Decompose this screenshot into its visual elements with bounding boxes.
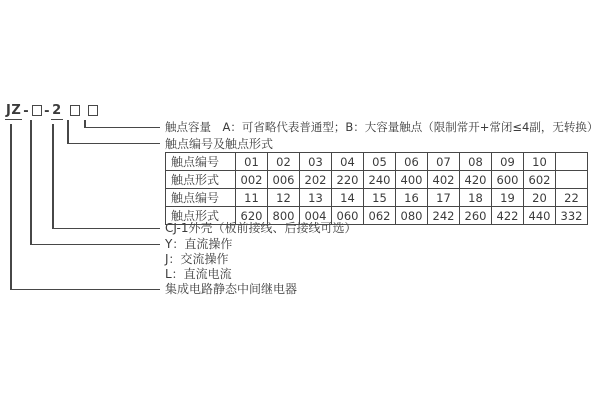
operation-type-box	[32, 105, 42, 116]
row-header: 触点形式	[166, 207, 236, 225]
table-cell: 02	[268, 153, 300, 171]
table-cell: 04	[332, 153, 364, 171]
table-cell: 10	[524, 153, 556, 171]
table-cell: 220	[332, 171, 364, 189]
table-row	[166, 171, 588, 189]
table-cell: 440	[524, 207, 556, 225]
table-cell: 420	[460, 171, 492, 189]
table-cell: 080	[396, 207, 428, 225]
table-cell: 13	[300, 189, 332, 207]
table-cell: 242	[428, 207, 460, 225]
table-cell: 07	[428, 153, 460, 171]
capacity-code-box	[88, 105, 98, 116]
capacity-annotation: 触点容量 A：可省略代表普通型；B：大容量触点（限制常开+常闭≤4副，无转换）	[165, 120, 599, 134]
dc-operation-annotation: Y：直流操作	[165, 237, 233, 251]
table-cell: 422	[492, 207, 524, 225]
leader-enclosure-vertical	[52, 124, 54, 229]
table-cell: 600	[492, 171, 524, 189]
table-cell	[556, 153, 588, 171]
dash: -	[23, 104, 30, 119]
table-cell: 602	[524, 171, 556, 189]
table-cell: 402	[428, 171, 460, 189]
model-prefix: JZ	[6, 103, 22, 118]
table-cell: 202	[300, 171, 332, 189]
contact-table	[165, 152, 588, 225]
table-cell: 01	[236, 153, 268, 171]
leader-capacity-horizontal	[84, 127, 160, 129]
row-header: 触点形式	[166, 171, 236, 189]
table-cell: 06	[396, 153, 428, 171]
table-cell: 800	[268, 207, 300, 225]
leader-relay-vertical	[10, 124, 12, 290]
ac-operation-annotation: J：交流操作	[165, 252, 229, 266]
row-header: 触点编号	[166, 153, 236, 171]
table-cell: 18	[460, 189, 492, 207]
table-cell: 006	[268, 171, 300, 189]
enclosure-annotation: CJ-1外壳（板前接线、后接线可选）	[165, 221, 357, 235]
table-cell: 16	[396, 189, 428, 207]
leader-relay-horizontal	[10, 289, 160, 291]
table-cell: 05	[364, 153, 396, 171]
table-cell: 19	[492, 189, 524, 207]
leader-contact-code-vertical	[67, 120, 69, 144]
table-cell: 002	[236, 171, 268, 189]
table-cell: 22	[556, 189, 588, 207]
table-cell: 08	[460, 153, 492, 171]
relay-name-annotation: 集成电路静态中间继电器	[165, 282, 298, 296]
table-row	[166, 153, 588, 171]
table-row	[166, 207, 588, 225]
model-designation	[5, 103, 98, 120]
table-cell: 332	[556, 207, 588, 225]
contact-code-annotation: 触点编号及触点形式	[165, 137, 274, 151]
table-cell: 12	[268, 189, 300, 207]
table-cell	[556, 171, 588, 189]
table-cell: 240	[364, 171, 396, 189]
leader-operation-horizontal	[30, 244, 160, 246]
table-cell: 03	[300, 153, 332, 171]
dash: -	[44, 104, 51, 119]
series-digit: 2	[52, 103, 62, 118]
table-row	[166, 189, 588, 207]
dc-current-annotation: L：直流电流	[165, 267, 232, 281]
leader-contact-code-horizontal	[67, 143, 160, 145]
table-cell: 260	[460, 207, 492, 225]
table-cell: 062	[364, 207, 396, 225]
contact-code-box	[70, 105, 80, 116]
table-cell: 14	[332, 189, 364, 207]
leader-enclosure-horizontal	[52, 228, 160, 230]
table-cell: 15	[364, 189, 396, 207]
table-cell: 004	[300, 207, 332, 225]
table-cell: 17	[428, 189, 460, 207]
table-cell: 20	[524, 189, 556, 207]
table-cell: 400	[396, 171, 428, 189]
table-cell: 11	[236, 189, 268, 207]
row-header: 触点编号	[166, 189, 236, 207]
table-cell: 060	[332, 207, 364, 225]
table-cell: 620	[236, 207, 268, 225]
leader-operation-vertical	[30, 120, 32, 245]
table-cell: 09	[492, 153, 524, 171]
